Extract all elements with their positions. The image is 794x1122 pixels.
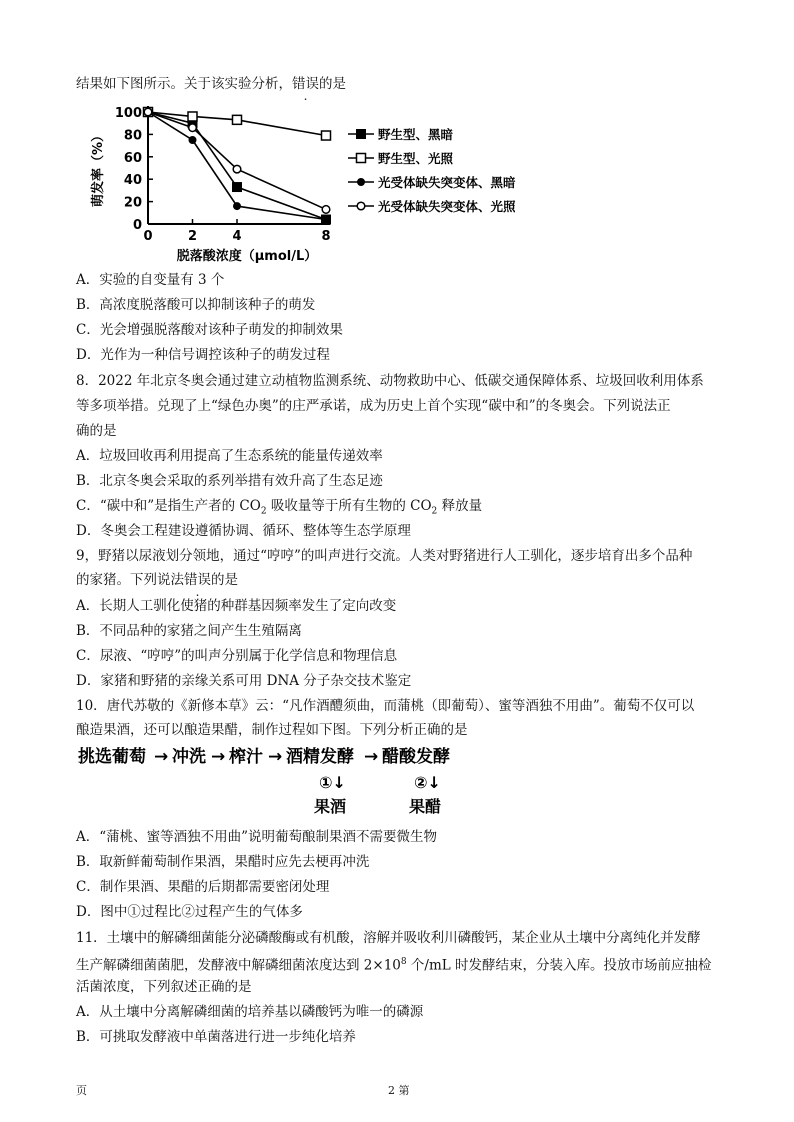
q10-option-c: C．制作果酒、果醋的后期都需要密闭处理 (76, 879, 330, 895)
data-point-s1-2 (233, 115, 242, 124)
flow-arrow-3: → (268, 747, 283, 767)
data-point-s3-0 (144, 108, 152, 116)
x-tick-label-2: 4 (232, 229, 242, 244)
flow-step-2: 冲洗 (172, 747, 206, 767)
legend-marker-2 (358, 179, 365, 186)
flow-arrow-4: → (364, 747, 379, 767)
legend-label-1: 野生型、光照 (378, 151, 454, 166)
y-tick-label-0: 0 (132, 218, 142, 233)
germination-rate-chart (76, 98, 546, 270)
wine-vinegar-process-diagram (76, 742, 516, 817)
q8-stem-line3: 确的是 (76, 423, 117, 439)
legend-label-0: 野生型、黑暗 (378, 127, 454, 142)
data-point-s2-2 (234, 203, 241, 210)
q11-option-a: A．从土壤中分离解磷细菌的培养基以磷酸钙为唯一的磷源 (76, 1004, 424, 1020)
q8-stem-line1: 8．2022 年北京冬奥会通过建立动植物监测系统、动物救助中心、低碳交通保障体系、垃圾回收利用体系 (76, 373, 704, 389)
data-point-s1-1 (188, 112, 197, 121)
q10-option-a: A．“蒲桃、蜜等酒独不用曲”说明葡萄酿制果酒不需要微生物 (76, 829, 438, 845)
y-tick-label-1: 20 (123, 195, 142, 211)
flow-step-3: 榨汁 (229, 747, 263, 767)
footer-left: 页 (76, 1084, 87, 1097)
q10-stem-line2: 酿造果酒，还可以酿造果醋，制作过程如下图。下列分析正确的是 (76, 722, 468, 738)
q8-option-d: D．冬奥会工程建设遵循协调、循环、整体等生态学原理 (76, 523, 411, 539)
q7-option-b: B．高浓度脱落酸可以抑制该种子的萌发 (76, 297, 316, 313)
q9-stem-line1: 9，野猪以尿液划分领地，通过“哼哼”的叫声进行交流。人类对野猪进行人工驯化，逐步培育出多个品种 (76, 548, 693, 564)
x-tick-label-3: 8 (321, 229, 331, 244)
data-point-s2-3 (323, 216, 330, 223)
data-point-s2-1 (189, 137, 196, 144)
series-line-3 (148, 112, 326, 209)
q10-stem-line1: 10．唐代苏敬的《新修本草》云：“凡作酒醴须曲，而蒲桃（即葡萄）、蜜等酒独不用曲”。葡萄不仅可以 (76, 698, 695, 714)
q11-stem-line3: 活菌浓度，下列叙述正确的是 (76, 979, 252, 995)
q8-stem-line2: 等多项举措。兑现了上“绿色办奥”的庄严承诺，成为历史上首个实现“碳中和”的冬奥会。下列说法正 (76, 398, 671, 414)
legend-label-2: 光受体缺失突变体、黑暗 (378, 175, 516, 190)
q9-option-c: C．尿液、“哼哼”的叫声分别属于化学信息和物理信息 (76, 648, 398, 664)
q7-option-c: C．光会增强脱落酸对该种子萌发的抑制效果 (76, 322, 343, 338)
legend-marker-0 (357, 130, 366, 139)
flow-branch-2-mark: ②↓ (414, 773, 441, 792)
footer-page-number: 2 第 (388, 1084, 410, 1097)
flow-arrow-2: → (211, 747, 226, 767)
q7-option-d: D．光作为一种信号调控该种子的萌发过程 (76, 347, 330, 363)
q9-option-a: A．长期人工驯化使猪的种群基因频率发生了定向改变 (76, 598, 397, 614)
x-axis-label: 脱落酸浓度（μmol/L） (176, 249, 318, 264)
chart-legend (348, 127, 516, 214)
q7-intro: 结果如下图所示。关于该实验分析，错误的是 (76, 76, 346, 92)
q7-option-a: A．实验的自变量有 3 个 (76, 272, 225, 288)
x-tick-label-1: 2 (187, 229, 198, 244)
q8-option-a: A．垃圾回收再利用提高了生态系统的能量传递效率 (76, 448, 383, 464)
q10-option-b: B．取新鲜葡萄制作果酒，果醋时应先去梗再冲洗 (76, 854, 370, 870)
flow-branch-1-mark: ①↓ (319, 773, 346, 792)
x-tick-label-0: 0 (143, 229, 153, 244)
flow-step-5: 醋酸发酵 (382, 747, 450, 767)
data-point-s0-2 (233, 183, 242, 192)
data-point-s3-1 (189, 124, 197, 132)
q9-stem-line2: 的家猪。下列说法错误的是 (76, 572, 238, 588)
y-tick-label-4: 80 (123, 128, 142, 144)
legend-marker-1 (357, 154, 366, 163)
q9-option-b: B．不同品种的家猪之间产生生殖隔离 (76, 623, 302, 639)
y-tick-label-3: 60 (123, 150, 142, 166)
q9-option-d: D．家猪和野猪的亲缘关系可用 DNA 分子杂交技术鉴定 (76, 673, 412, 689)
y-tick-label-2: 40 (123, 173, 142, 189)
data-point-s1-3 (322, 131, 331, 140)
q11-option-b: B．可挑取发酵液中单菌落进行进一步纯化培养 (76, 1029, 356, 1045)
flow-step-4: 酒精发酵 (286, 747, 354, 767)
y-tick-label-5: 100 (114, 106, 142, 121)
q8-option-b: B．北京冬奥会采取的系列举措有效升高了生态足迹 (76, 473, 383, 489)
legend-marker-3 (357, 202, 365, 210)
flow-arrow-1: → (154, 747, 169, 767)
q11-stem-line1: 11．土壤中的解磷细菌能分泌磷酸酶或有机酸，溶解并吸收利川磷酸钙，某企业从土壤中分离纯化并发酵 (76, 930, 701, 946)
y-axis-label: 萌发率（%） (91, 128, 106, 208)
flow-step-1: 挑选葡萄 (78, 747, 146, 767)
flow-branch-1-product: 果酒 (314, 797, 347, 816)
legend-label-3: 光受体缺失突变体、光照 (378, 199, 516, 214)
data-point-s3-3 (322, 206, 330, 214)
data-point-s3-2 (233, 165, 241, 173)
chart-series (144, 108, 331, 225)
flow-branch-2-product: 果醋 (409, 797, 442, 816)
q10-option-d: D．图中①过程比②过程产生的气体多 (76, 904, 303, 920)
q11-stem-line2: 生产解磷细菌菌肥，发酵液中解磷细菌浓度达到 $2\times 10^8$ 个/mL 时发酵结束，分装入库。投放市场前应抽检 (76, 957, 712, 974)
q8-option-c: C．“碳中和”是指生产者的 $CO_2$ 吸收量等于所有生物的 $CO_2$ 释放量 (76, 498, 483, 517)
